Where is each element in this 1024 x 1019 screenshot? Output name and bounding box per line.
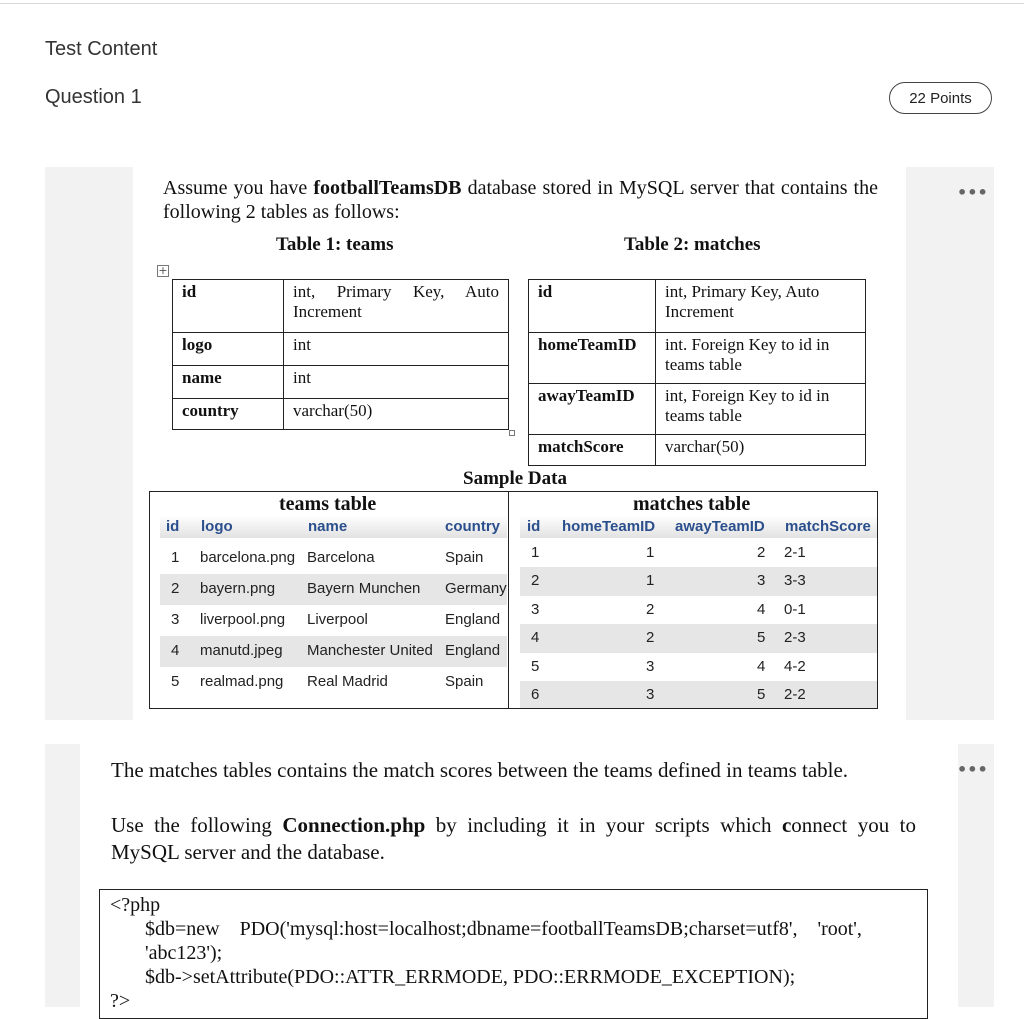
schema-type: int, Foreign Key to id in teams table (656, 384, 866, 435)
schema-type: int (284, 366, 509, 399)
cell-id: 5 (171, 673, 180, 690)
cell-id: 3 (171, 611, 180, 628)
matches-sample-grid (520, 515, 877, 708)
more-options-icon[interactable]: ••• (957, 183, 988, 202)
matches-description: The matches tables contains the match scores between the teams defined in teams table. (111, 758, 849, 782)
cell-name: Liverpool (307, 611, 368, 628)
cell-home: 3 (646, 658, 655, 675)
teams-sample-grid (160, 515, 507, 705)
intro-paragraph (163, 176, 878, 224)
more-options-icon[interactable]: ••• (957, 760, 988, 779)
schema-field: logo (173, 333, 284, 366)
cell-home: 2 (646, 601, 655, 618)
table-row (520, 624, 877, 653)
column-header[interactable]: name (308, 518, 348, 535)
table-row (520, 567, 877, 596)
column-header[interactable]: id (527, 518, 541, 535)
schema-type: int. Foreign Key to id in teams table (656, 333, 866, 384)
table-row (520, 653, 877, 681)
schema-field: id (173, 280, 284, 333)
schema-row (529, 384, 866, 435)
instructions-text-start: Use the following (111, 813, 283, 837)
cell-score: 2-1 (784, 544, 806, 561)
cell-away: 2 (757, 544, 766, 561)
schema-field: name (173, 366, 284, 399)
schema-field: homeTeamID (529, 333, 656, 384)
cell-country: England (445, 642, 501, 659)
cell-score: 4-2 (784, 658, 806, 675)
code-line: <?php (110, 894, 161, 916)
code-line (145, 918, 916, 941)
code-snippet-box (99, 889, 928, 1019)
table1-caption: Table 1: teams (276, 234, 394, 255)
cell-id: 4 (531, 629, 540, 646)
cell-logo: bayern.png (200, 580, 276, 597)
cell-home: 1 (646, 544, 655, 561)
cell-home: 3 (646, 686, 655, 703)
cell-away: 5 (757, 686, 766, 703)
cell-id: 6 (531, 686, 540, 703)
schema-row (529, 435, 866, 466)
cell-country: Spain (445, 673, 484, 690)
connection-instructions (111, 812, 916, 866)
cell-score: 3-3 (784, 572, 806, 589)
schema-row (529, 280, 866, 333)
schema-row (173, 333, 509, 366)
table-resize-handle[interactable] (509, 430, 515, 436)
instructions-text-end: onnect you to MySQL server and the database. (111, 813, 916, 864)
sample-data-heading: Sample Data (463, 468, 567, 489)
cell-country: Spain (445, 549, 484, 566)
cell-country: England (445, 611, 501, 628)
table-row (160, 605, 507, 636)
schema-type: int, Primary Key, Auto Increment (284, 280, 509, 333)
table-row (160, 574, 507, 605)
code-line: ?> (110, 990, 131, 1012)
column-header[interactable]: id (166, 518, 180, 535)
question-title: Question 1 (45, 86, 142, 108)
cell-logo: liverpool.png (200, 611, 286, 628)
schema-field: matchScore (529, 435, 656, 466)
schema-field: awayTeamID (529, 384, 656, 435)
intro-text-start: Assume you have (163, 177, 314, 199)
cell-country: Germany (445, 580, 507, 597)
cell-logo: barcelona.png (200, 549, 296, 566)
schema-type: int (284, 333, 509, 366)
cell-away: 4 (757, 658, 766, 675)
top-divider (0, 3, 1024, 4)
column-header[interactable]: awayTeamID (675, 518, 765, 535)
column-header[interactable]: logo (201, 518, 233, 535)
teams-table-title: teams table (279, 493, 377, 515)
cell-id: 2 (171, 580, 180, 597)
cell-name: Manchester United (307, 642, 433, 659)
schema-row (173, 366, 509, 399)
cell-score: 2-3 (784, 629, 806, 646)
cell-away: 4 (757, 601, 766, 618)
schema-row (529, 333, 866, 384)
table-row (520, 539, 877, 567)
schema-row (173, 280, 509, 333)
schema-field: country (173, 399, 284, 430)
intro-text-end: database stored in MySQL server that contains the following 2 tables as follows: (163, 177, 878, 223)
cell-home: 1 (646, 572, 655, 589)
cell-home: 2 (646, 629, 655, 646)
cell-name: Bayern Munchen (307, 580, 421, 597)
column-header[interactable]: matchScore (785, 518, 871, 535)
cell-id: 1 (531, 544, 540, 561)
table-move-handle-icon[interactable]: + (158, 264, 168, 277)
cell-id: 3 (531, 601, 540, 618)
teams-schema-table (172, 279, 509, 430)
instructions-bold-letter: c (781, 813, 792, 837)
schema-field: id (529, 280, 656, 333)
cell-name: Barcelona (307, 549, 375, 566)
cell-id: 2 (531, 572, 540, 589)
points-badge: 22 Points (889, 82, 992, 114)
connection-file-name: Connection.php (282, 813, 426, 837)
code-line: 'abc123'); (145, 942, 223, 964)
table-row (520, 596, 877, 624)
schema-type: int, Primary Key, Auto Increment (656, 280, 866, 333)
table-row (520, 681, 877, 708)
table-row (160, 636, 507, 667)
schema-type: varchar(50) (284, 399, 509, 430)
cell-id: 5 (531, 658, 540, 675)
cell-away: 3 (757, 572, 766, 589)
code-line: $db->setAttribute(PDO::ATTR_ERRMODE, PDO::ERRMODE_EXCEPTION); (145, 966, 796, 988)
cell-id: 1 (171, 549, 180, 566)
cell-logo: realmad.png (200, 673, 284, 690)
code-line-text: $db=new PDO('mysql:host=localhost;dbname=footballTeamsDB;charset=utf8', 'root', (145, 918, 862, 940)
column-header[interactable]: country (445, 518, 501, 535)
cell-name: Real Madrid (307, 673, 388, 690)
cell-logo: manutd.jpeg (200, 642, 283, 659)
column-header[interactable]: homeTeamID (562, 518, 656, 535)
instructions-text-mid: by including it in your scripts which (425, 813, 782, 837)
section-title: Test Content (45, 38, 158, 60)
cell-away: 5 (757, 629, 766, 646)
cell-score: 2-2 (784, 686, 806, 703)
cell-id: 4 (171, 642, 180, 659)
schema-row (173, 399, 509, 430)
table-row (160, 667, 507, 698)
matches-table-title: matches table (633, 493, 751, 515)
schema-type: varchar(50) (656, 435, 866, 466)
database-name: footballTeamsDB (313, 177, 462, 199)
sample-data-divider (508, 491, 509, 709)
matches-schema-table (528, 279, 866, 466)
table-row (160, 543, 507, 574)
table2-caption: Table 2: matches (624, 234, 761, 255)
cell-score: 0-1 (784, 601, 806, 618)
